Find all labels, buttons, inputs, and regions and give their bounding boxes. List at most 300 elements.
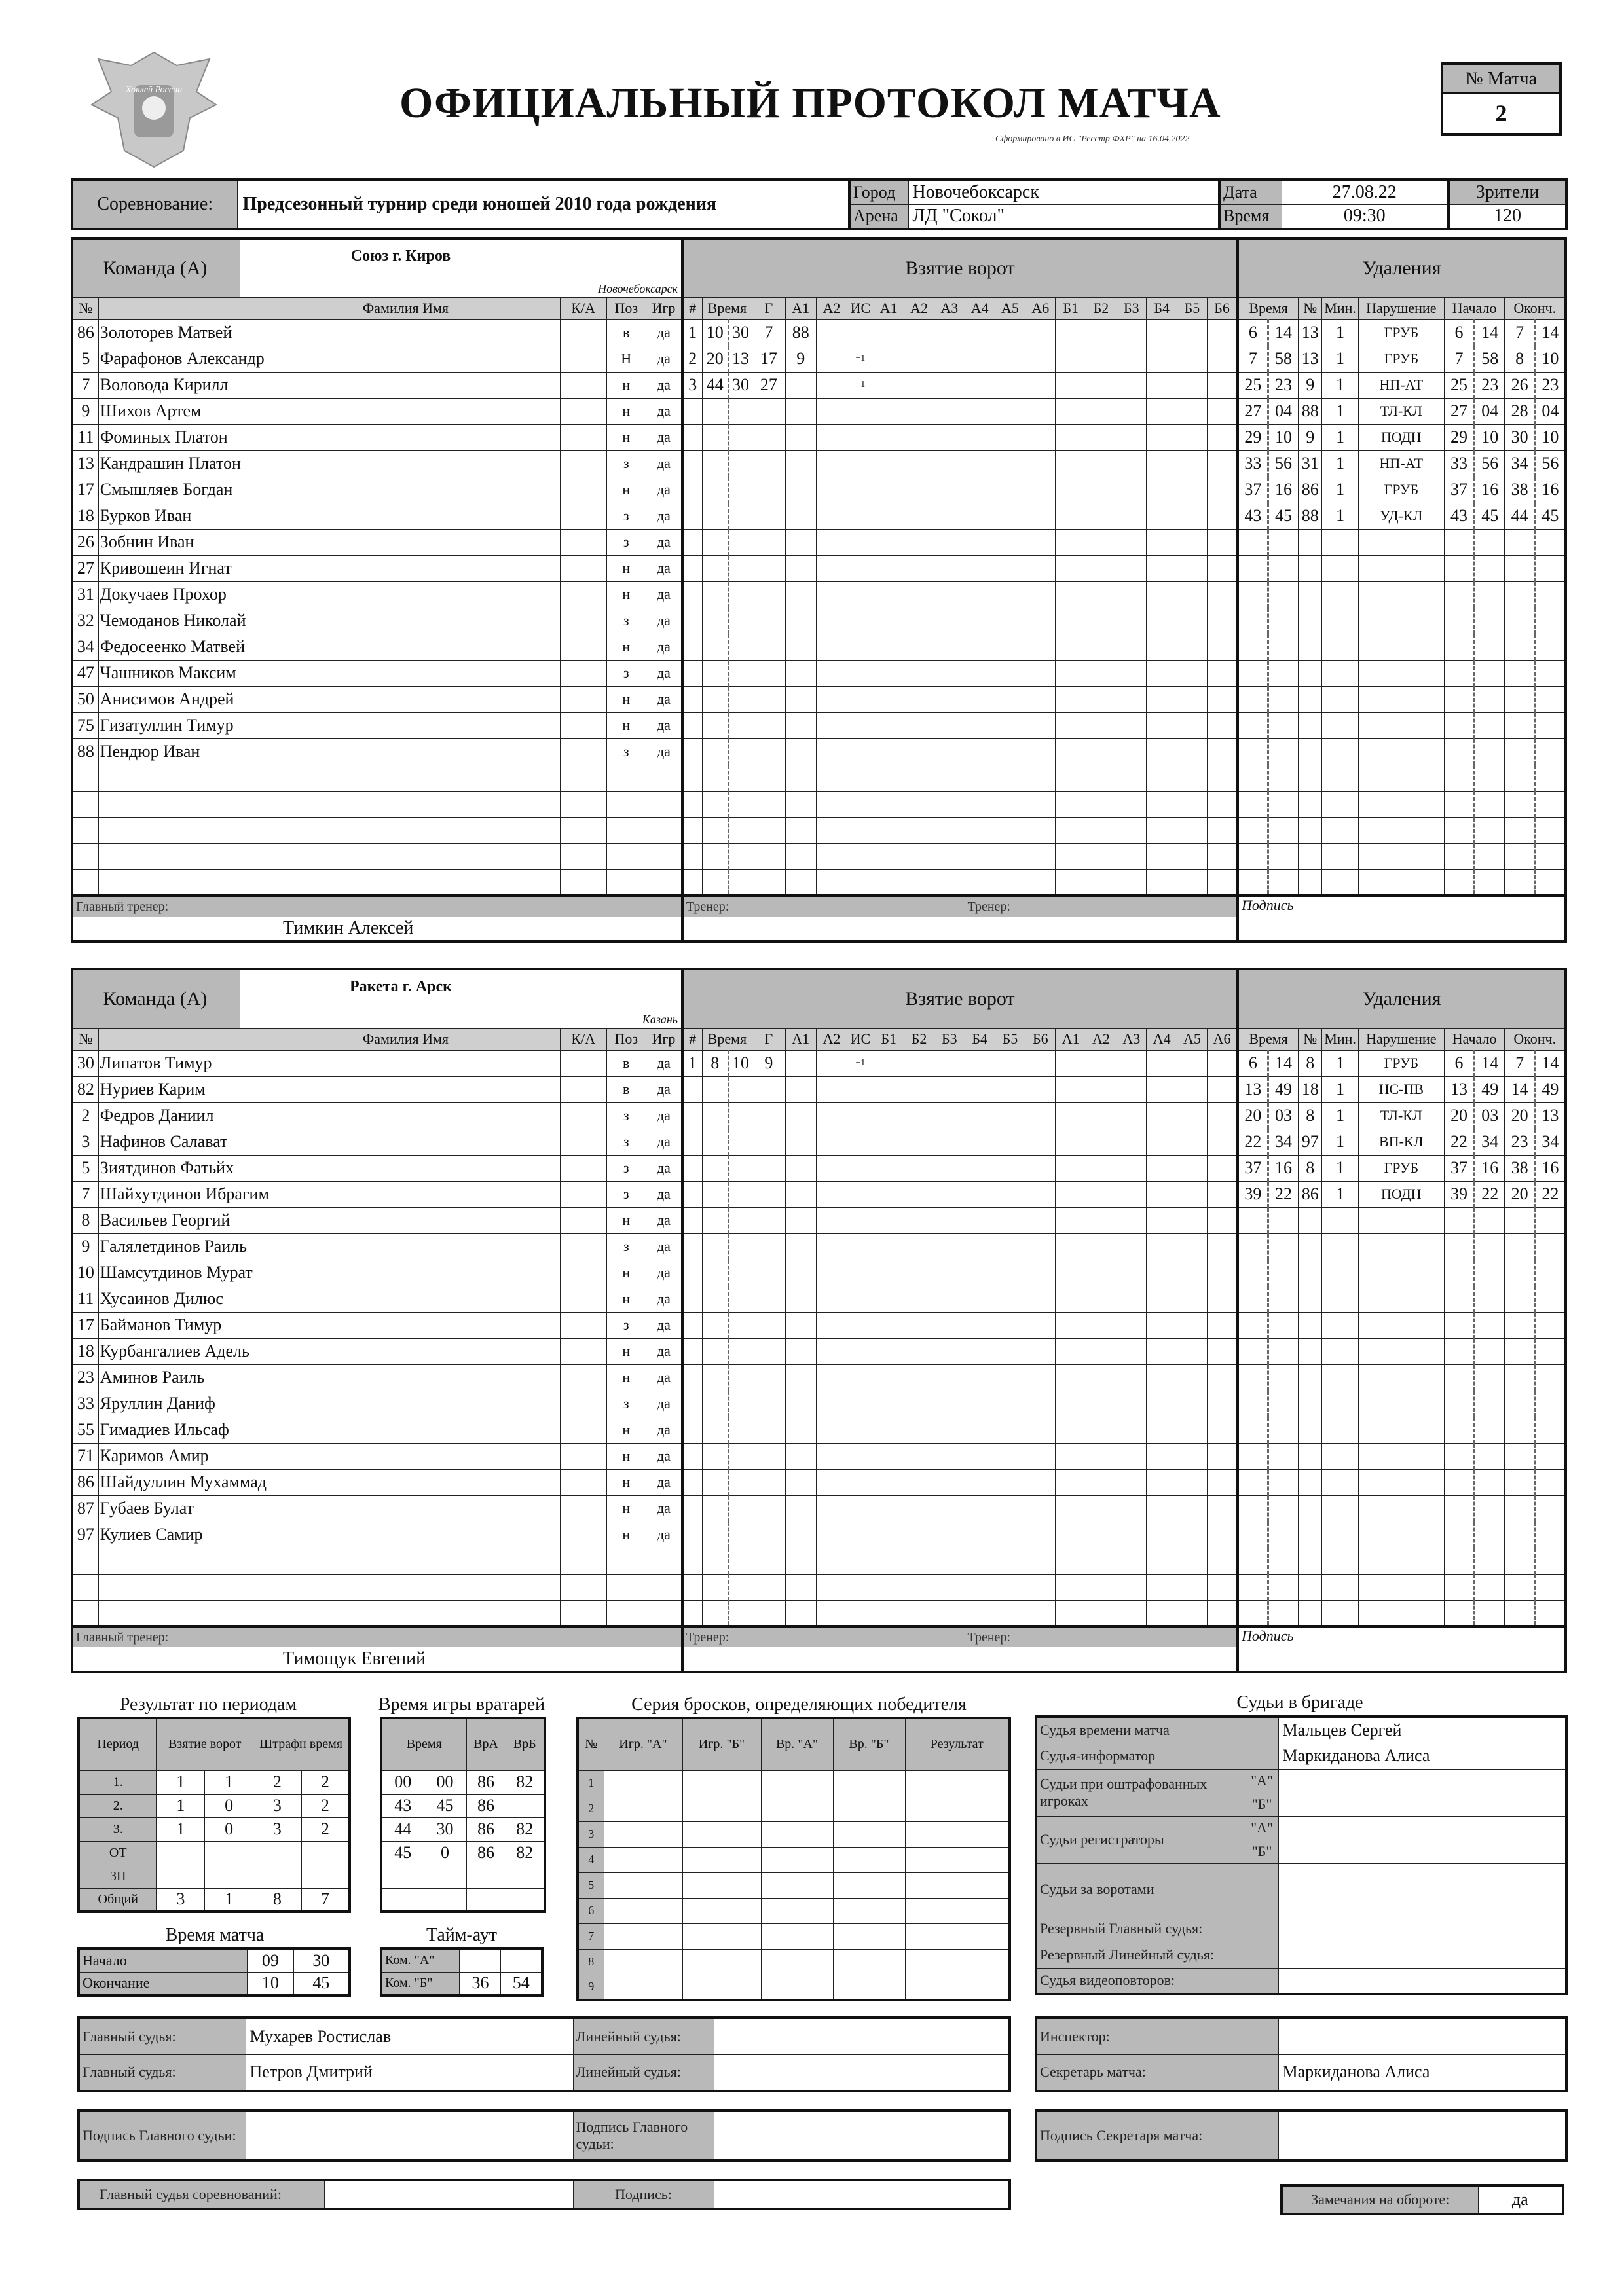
goal-onice <box>1116 608 1147 634</box>
team-b-col-ka: К/А <box>561 1028 607 1050</box>
goalie-b-header: ВрБ <box>506 1718 545 1770</box>
timeout-a-label: Ком. "А" <box>381 1948 460 1972</box>
goal-onice <box>1025 1391 1056 1417</box>
team-a-coach-cell <box>682 896 965 941</box>
player-name: Шайдуллин Мухаммад <box>98 1469 560 1495</box>
goal-s <box>728 503 752 529</box>
goal-a1 <box>785 634 816 660</box>
penalty-es: 10 <box>1535 346 1566 372</box>
player-number: 31 <box>72 581 98 608</box>
goal-is <box>847 1233 874 1260</box>
period-b: 1 <box>205 1770 253 1794</box>
penalty-v <box>1358 660 1444 686</box>
goal-m <box>702 765 728 791</box>
sign-main-label-2: Подпись Главного судьи: <box>573 2111 714 2160</box>
goal-is <box>847 791 874 817</box>
goal-onice <box>1147 712 1177 738</box>
shootout-row <box>578 1949 1010 1975</box>
goal-onice <box>995 1364 1025 1391</box>
penalty-min <box>1322 791 1358 817</box>
goal-n <box>682 1233 702 1260</box>
penalty-min: 1 <box>1322 1102 1358 1129</box>
player-position: н <box>606 1364 646 1391</box>
goal-n <box>682 1260 702 1286</box>
penalty-es <box>1535 843 1566 869</box>
penalty-tm <box>1238 555 1268 581</box>
goal-onice <box>965 1050 995 1076</box>
goal-onice <box>1177 1495 1207 1522</box>
goal-onice <box>965 1391 995 1417</box>
goal-onice <box>1116 1260 1147 1286</box>
goal-onice <box>874 1574 904 1600</box>
penalty-ss <box>1475 765 1505 791</box>
goal-onice <box>1086 450 1116 477</box>
period-pb: 2 <box>301 1794 350 1817</box>
goal-m <box>702 660 728 686</box>
goal-n: 3 <box>682 372 702 398</box>
goal-onice <box>965 1574 995 1600</box>
penalty-tm <box>1238 1233 1268 1260</box>
goal-onice <box>965 477 995 503</box>
comp-sign-label: Подпись: <box>573 2180 714 2209</box>
goal-n <box>682 1600 702 1626</box>
goal-onice <box>965 1207 995 1233</box>
penalty-tm <box>1238 1338 1268 1364</box>
penalty-sm <box>1444 843 1474 869</box>
penalty-em <box>1505 1522 1535 1548</box>
team-b-coach2-label: Тренер: <box>965 1628 1236 1647</box>
goal-onice <box>1208 319 1238 346</box>
goal-onice <box>874 817 904 843</box>
player-played: да <box>646 1155 682 1181</box>
penalty-ss: 14 <box>1475 319 1505 346</box>
penalty-ts <box>1268 1574 1298 1600</box>
goal-onice <box>874 1548 904 1574</box>
penalty-min: 1 <box>1322 1181 1358 1207</box>
goal-onice <box>1116 817 1147 843</box>
goal-n <box>682 660 702 686</box>
goal-onice <box>1177 634 1207 660</box>
team-b-col-pen-min: Мин. <box>1322 1028 1358 1050</box>
penalty-tm <box>1238 1260 1268 1286</box>
goal-onice <box>904 817 934 843</box>
goalie-s: 0 <box>424 1841 466 1865</box>
goal-onice <box>995 503 1025 529</box>
penalty-v <box>1358 1548 1444 1574</box>
goal-onice <box>1025 1129 1056 1155</box>
goal-onice <box>1056 1050 1086 1076</box>
team-a-col-goal-time: Время <box>702 297 752 319</box>
penalty-ss <box>1475 817 1505 843</box>
player-played: да <box>646 738 682 765</box>
goal-onice <box>904 634 934 660</box>
goal-onice <box>874 1443 904 1469</box>
penalty-tm <box>1238 1207 1268 1233</box>
penalty-tm <box>1238 1469 1268 1495</box>
penalty-tm <box>1238 712 1268 738</box>
penalty-tm: 6 <box>1238 319 1268 346</box>
goal-g <box>752 1469 785 1495</box>
period-label: ОТ <box>79 1841 157 1865</box>
penalty-tm <box>1238 1548 1268 1574</box>
penalty-es: 23 <box>1535 372 1566 398</box>
player-name <box>98 1600 560 1626</box>
goal-a2 <box>816 869 847 896</box>
shootout-row <box>578 1975 1010 2000</box>
goal-onice <box>1116 346 1147 372</box>
player-name: Анисимов Андрей <box>98 686 560 712</box>
goal-onice <box>1116 581 1147 608</box>
shootout-row <box>578 1923 1010 1949</box>
penalty-min <box>1322 660 1358 686</box>
penalty-no <box>1299 1522 1322 1548</box>
goal-onice <box>1086 634 1116 660</box>
penalty-no <box>1299 1233 1322 1260</box>
period-pa: 2 <box>253 1770 301 1794</box>
goal-onice <box>995 1155 1025 1181</box>
goal-onice <box>1116 869 1147 896</box>
penalty-em <box>1505 660 1535 686</box>
goal-a1 <box>785 424 816 450</box>
goal-s <box>728 1207 752 1233</box>
goal-a1 <box>785 1312 816 1338</box>
penalty-sm: 20 <box>1444 1102 1474 1129</box>
goal-onice <box>904 608 934 634</box>
player-row <box>72 346 1566 372</box>
player-name: Зобнин Иван <box>98 529 560 555</box>
penalty-v <box>1358 1574 1444 1600</box>
team-a-team-name: Союз г. Киров <box>244 247 558 265</box>
penalty-em <box>1505 1600 1535 1626</box>
goal-a1 <box>785 1076 816 1102</box>
goal-onice <box>1086 765 1116 791</box>
goal-onice <box>934 1417 965 1443</box>
goal-onice <box>995 634 1025 660</box>
goal-onice <box>1147 738 1177 765</box>
goal-onice <box>965 738 995 765</box>
player-row <box>72 765 1566 791</box>
goal-onice <box>1147 1076 1177 1102</box>
goal-onice <box>934 477 965 503</box>
shootout-row <box>578 1847 1010 1872</box>
period-b <box>205 1841 253 1865</box>
period-pa <box>253 1865 301 1888</box>
shootout-num: 5 <box>578 1872 604 1898</box>
timeout-b-sec: 54 <box>501 1972 542 1995</box>
player-row <box>72 555 1566 581</box>
player-ka <box>561 712 607 738</box>
penalty-no <box>1299 1574 1322 1600</box>
goal-onice <box>965 1548 995 1574</box>
goal-is <box>847 529 874 555</box>
goal-g <box>752 1548 785 1574</box>
goal-m <box>702 1181 728 1207</box>
goalie-s: 00 <box>424 1770 466 1794</box>
date-label: Дата <box>1219 179 1282 204</box>
goal-onice <box>1056 1469 1086 1495</box>
player-position: н <box>606 398 646 424</box>
goal-onice <box>995 1207 1025 1233</box>
team-b-col-name: Фамилия Имя <box>98 1028 560 1050</box>
spectators-label: Зрители <box>1449 179 1566 204</box>
player-name <box>98 817 560 843</box>
player-number: 27 <box>72 555 98 581</box>
penalty-ts: 14 <box>1268 319 1298 346</box>
goal-onice <box>995 581 1025 608</box>
referees-title: Судьи в бригаде <box>1236 1692 1363 1713</box>
penalty-em: 23 <box>1505 1129 1535 1155</box>
goal-a1 <box>785 1286 816 1312</box>
penalty-ts: 49 <box>1268 1076 1298 1102</box>
shootout-row <box>578 1796 1010 1821</box>
goal-n <box>682 1076 702 1102</box>
penalty-ss: 10 <box>1475 424 1505 450</box>
goal-a1 <box>785 1548 816 1574</box>
goal-s <box>728 1495 752 1522</box>
penalty-no <box>1299 660 1322 686</box>
penalty-v: ГРУБ <box>1358 1050 1444 1076</box>
goal-onice <box>1208 1102 1238 1129</box>
goal-onice <box>904 1338 934 1364</box>
shootout-cell <box>604 1847 682 1872</box>
penalty-es <box>1535 1286 1566 1312</box>
penalty-no: 31 <box>1299 450 1322 477</box>
goal-g: 7 <box>752 319 785 346</box>
penalty-min <box>1322 712 1358 738</box>
goal-onice <box>1086 869 1116 896</box>
city: Новочебоксарск <box>908 179 1219 204</box>
penalty-tm <box>1238 1443 1268 1469</box>
player-ka <box>561 1469 607 1495</box>
penalty-es <box>1535 686 1566 712</box>
line-ref-label-1: Линейный судья: <box>573 2018 714 2054</box>
penalty-ss: 56 <box>1475 450 1505 477</box>
penalty-min <box>1322 1233 1358 1260</box>
penalty-v <box>1358 1469 1444 1495</box>
goal-onice <box>995 398 1025 424</box>
period-a <box>157 1841 205 1865</box>
goal-g <box>752 1076 785 1102</box>
penalty-v: ПОДН <box>1358 424 1444 450</box>
player-number: 5 <box>72 346 98 372</box>
player-number: 18 <box>72 503 98 529</box>
goal-onice <box>1056 1338 1086 1364</box>
player-row <box>72 1286 1566 1312</box>
goal-g <box>752 398 785 424</box>
team-b-col-play: Игр <box>646 1028 682 1050</box>
penalty-min: 1 <box>1322 503 1358 529</box>
goal-onice <box>965 1260 995 1286</box>
player-ka <box>561 529 607 555</box>
goal-onice <box>1116 319 1147 346</box>
penalty-v <box>1358 1522 1444 1548</box>
timekeeper-label: Судья времени матча <box>1036 1717 1278 1743</box>
team-b-col-pen-time: Время <box>1238 1028 1299 1050</box>
penalty-v: ГРУБ <box>1358 477 1444 503</box>
penalty-tm <box>1238 686 1268 712</box>
shootout-cell <box>682 1796 761 1821</box>
goal-onice <box>1116 1076 1147 1102</box>
penalty-v <box>1358 1338 1444 1364</box>
player-name: Гимадиев Ильсаф <box>98 1417 560 1443</box>
goal-m <box>702 1155 728 1181</box>
goal-s <box>728 634 752 660</box>
period-pa: 8 <box>253 1888 301 1912</box>
penalty-es <box>1535 1600 1566 1626</box>
goal-onice <box>1147 660 1177 686</box>
goal-onice <box>1056 660 1086 686</box>
goal-onice <box>904 1495 934 1522</box>
goal-a2 <box>816 1181 847 1207</box>
goal-onice <box>874 1495 904 1522</box>
penalty-em: 38 <box>1505 477 1535 503</box>
goal-g <box>752 686 785 712</box>
goal-a2 <box>816 319 847 346</box>
player-name: Фарафонов Александр <box>98 346 560 372</box>
goal-onice <box>1177 1338 1207 1364</box>
penalty-no <box>1299 1286 1322 1312</box>
goal-onice <box>1147 424 1177 450</box>
team-a-head-coach: Тимкин Алексей <box>283 918 414 938</box>
player-ka <box>561 319 607 346</box>
goal-onice <box>1056 817 1086 843</box>
player-ka <box>561 372 607 398</box>
team-a-col-mid-5: А6 <box>1025 297 1056 319</box>
goal-onice <box>934 1522 965 1548</box>
main-referees-table <box>77 2016 1011 2092</box>
goal-m <box>702 1391 728 1417</box>
goal-onice <box>1056 1574 1086 1600</box>
penalty-min <box>1322 1391 1358 1417</box>
goal-judges-label: Судьи за воротами <box>1036 1863 1278 1916</box>
goal-a1 <box>785 1050 816 1076</box>
goal-a2 <box>816 608 847 634</box>
penalty-ts: 23 <box>1268 372 1298 398</box>
penalty-min: 1 <box>1322 1076 1358 1102</box>
penalty-no: 86 <box>1299 1181 1322 1207</box>
period-goals-header: Взятие ворот <box>157 1718 253 1770</box>
player-ka <box>561 450 607 477</box>
player-ka <box>561 555 607 581</box>
goal-onice <box>995 1286 1025 1312</box>
penalty-em: 8 <box>1505 346 1535 372</box>
goal-onice <box>965 817 995 843</box>
goal-onice <box>1147 1522 1177 1548</box>
goal-a2 <box>816 1469 847 1495</box>
end-label: Окончание <box>79 1972 247 1995</box>
goal-onice <box>904 1260 934 1286</box>
penalty-em <box>1505 581 1535 608</box>
goal-onice <box>1208 1233 1238 1260</box>
penalty-em <box>1505 1574 1535 1600</box>
player-row <box>72 791 1566 817</box>
goal-onice <box>904 1548 934 1574</box>
goal-onice <box>904 1076 934 1102</box>
goal-onice <box>1147 686 1177 712</box>
penalty-tm <box>1238 1522 1268 1548</box>
goal-m <box>702 1338 728 1364</box>
period-a: 1 <box>157 1794 205 1817</box>
team-b-team-name: Ракета г. Арск <box>244 978 558 996</box>
goal-onice <box>1025 477 1056 503</box>
goal-a2 <box>816 1233 847 1260</box>
goal-onice <box>1086 477 1116 503</box>
penalty-em <box>1505 1207 1535 1233</box>
goal-onice <box>1116 1102 1147 1129</box>
goal-onice <box>1177 398 1207 424</box>
team-b-col-pen-no: № <box>1299 1028 1322 1050</box>
time: 09:30 <box>1282 204 1449 229</box>
player-row <box>72 1495 1566 1522</box>
penalty-v <box>1358 581 1444 608</box>
goal-onice <box>965 319 995 346</box>
team-b-col-mid-4: Б5 <box>995 1028 1025 1050</box>
player-played <box>646 817 682 843</box>
period-a <box>157 1865 205 1888</box>
player-position: н <box>606 1338 646 1364</box>
penalty-ts <box>1268 869 1298 896</box>
goal-onice <box>934 1600 965 1626</box>
penalty-sm <box>1444 1364 1474 1391</box>
player-ka <box>561 1207 607 1233</box>
penalty-min: 1 <box>1322 450 1358 477</box>
goal-a1 <box>785 555 816 581</box>
goal-onice <box>904 660 934 686</box>
goal-onice <box>874 1417 904 1443</box>
goal-onice <box>1056 738 1086 765</box>
goal-onice <box>1025 1574 1056 1600</box>
player-row <box>72 660 1566 686</box>
main-ref-label-1: Главный судья: <box>79 2018 246 2054</box>
goal-s <box>728 660 752 686</box>
goal-a2 <box>816 1522 847 1548</box>
goalies-title: Время игры вратарей <box>378 1694 545 1715</box>
goal-onice <box>1025 712 1056 738</box>
penalty-tm: 39 <box>1238 1181 1268 1207</box>
penalty-em: 26 <box>1505 372 1535 398</box>
penalty-tm: 27 <box>1238 398 1268 424</box>
goal-m <box>702 1574 728 1600</box>
results-table <box>77 1717 351 1913</box>
player-played: да <box>646 1443 682 1469</box>
player-number: 47 <box>72 660 98 686</box>
player-ka <box>561 1364 607 1391</box>
player-ka <box>561 1102 607 1129</box>
player-row <box>72 1076 1566 1102</box>
penalty-es <box>1535 1233 1566 1260</box>
goal-onice <box>1086 346 1116 372</box>
goal-onice <box>1208 738 1238 765</box>
penalty-v <box>1358 843 1444 869</box>
player-played: да <box>646 1312 682 1338</box>
penalty-no <box>1299 1600 1322 1626</box>
goal-a2 <box>816 1207 847 1233</box>
goal-is <box>847 1495 874 1522</box>
goal-s <box>728 738 752 765</box>
goal-onice <box>904 1050 934 1076</box>
goal-onice <box>934 319 965 346</box>
goal-m <box>702 450 728 477</box>
penalty-min <box>1322 869 1358 896</box>
goal-onice <box>904 738 934 765</box>
goal-onice <box>1208 1391 1238 1417</box>
goal-onice <box>1177 869 1207 896</box>
goal-onice <box>1025 660 1056 686</box>
goal-onice <box>1177 765 1207 791</box>
goal-s <box>728 529 752 555</box>
goal-is <box>847 1076 874 1102</box>
goalie-b <box>506 1794 545 1817</box>
